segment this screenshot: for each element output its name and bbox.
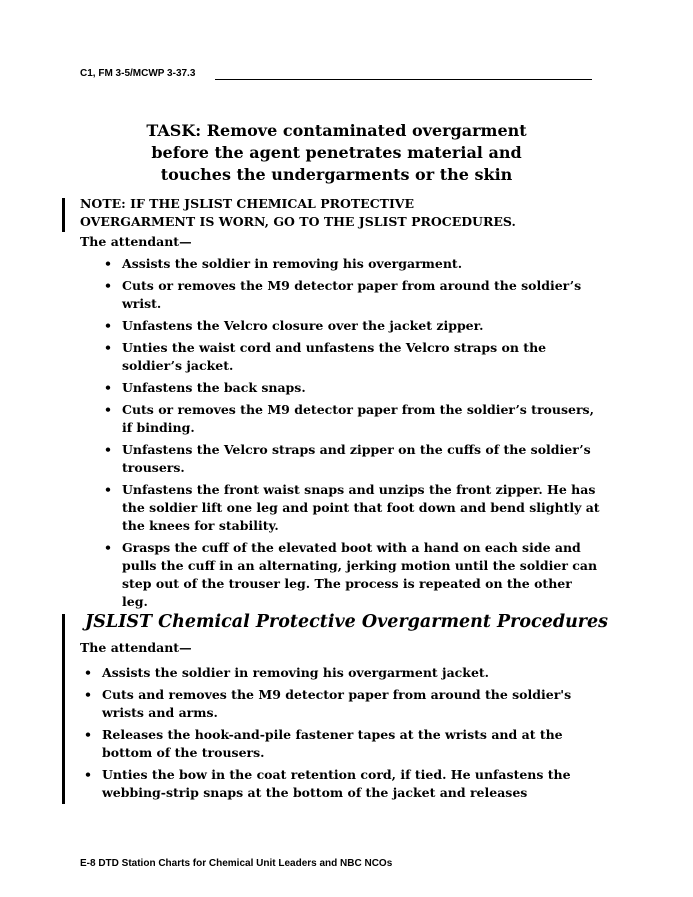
bullet-icon: • — [84, 687, 92, 702]
bullet-icon: • — [104, 442, 112, 457]
section2-heading: JSLIST Chemical Protective Overgarment Procedures — [85, 612, 609, 632]
list-item: • Unties the bow in the coat retention cord, if tied. He unfastens the webbing-strip snaps at the bottom of the jacket and releases — [84, 767, 571, 800]
change-bar-jslist — [62, 614, 65, 804]
bullet-icon: • — [104, 318, 112, 333]
bullet-icon: • — [104, 278, 112, 293]
list-item: • Assists the soldier in removing his overgarment. — [104, 256, 463, 271]
bullet-icon: • — [84, 727, 92, 742]
bullet-icon: • — [104, 482, 112, 497]
task-heading — [80, 120, 593, 186]
section1-intro: The attendant— — [80, 234, 192, 249]
task-line-2: before the agent penetrates material and — [151, 143, 522, 162]
note-block — [80, 195, 600, 231]
bullet-icon: • — [104, 340, 112, 355]
list-item: • Cuts or removes the M9 detector paper from around the soldier’s wrist. — [104, 278, 582, 311]
note-line-1: NOTE: IF THE JSLIST CHEMICAL PROTECTIVE — [80, 196, 415, 211]
change-bar-note — [62, 198, 65, 232]
list-item: • Cuts or removes the M9 detector paper from the soldier’s trousers, if binding. — [104, 402, 594, 435]
section2-intro: The attendant— — [80, 640, 192, 655]
bullet-icon: • — [104, 540, 112, 555]
section1-list — [100, 255, 600, 615]
section2-list — [80, 664, 600, 806]
list-item: • Unfastens the back snaps. — [104, 380, 306, 395]
list-item: • Grasps the cuff of the elevated boot with a hand on each side and pulls the cuff in an alternating, jerking motion until the soldier can step out of the trouser leg. The process is repeated on the other leg. — [104, 540, 598, 609]
page-header-code: C1, FM 3-5/MCWP 3-37.3 — [80, 68, 196, 79]
list-item: • Cuts and removes the M9 detector paper from around the soldier's wrists and arms. — [84, 687, 572, 720]
list-item: • Unties the waist cord and unfastens the Velcro straps on the soldier’s jacket. — [104, 340, 547, 373]
task-line-1: TASK: Remove contaminated overgarment — [146, 121, 527, 140]
note-line-2: OVERGARMENT IS WORN, GO TO THE JSLIST PROCEDURES. — [80, 214, 516, 229]
list-item: • Unfastens the Velcro closure over the jacket zipper. — [104, 318, 484, 333]
bullet-icon: • — [104, 256, 112, 271]
bullet-icon: • — [84, 665, 92, 680]
bullet-icon: • — [104, 402, 112, 417]
list-item: • Unfastens the front waist snaps and unzips the front zipper. He has the soldier lift one leg and point that foot down and bend slightly at the knees for stability. — [104, 482, 600, 533]
list-item: • Assists the soldier in removing his overgarment jacket. — [84, 665, 490, 680]
list-item: • Releases the hook-and-pile fastener tapes at the wrists and at the bottom of the trousers. — [84, 727, 563, 760]
list-item: • Unfastens the Velcro straps and zipper on the cuffs of the soldier’s trousers. — [104, 442, 591, 475]
bullet-icon: • — [84, 767, 92, 782]
bullet-icon: • — [104, 380, 112, 395]
task-line-3: touches the undergarments or the skin — [160, 165, 513, 184]
header-rule — [215, 79, 592, 80]
page-footer: E-8 DTD Station Charts for Chemical Unit Leaders and NBC NCOs — [80, 858, 393, 869]
